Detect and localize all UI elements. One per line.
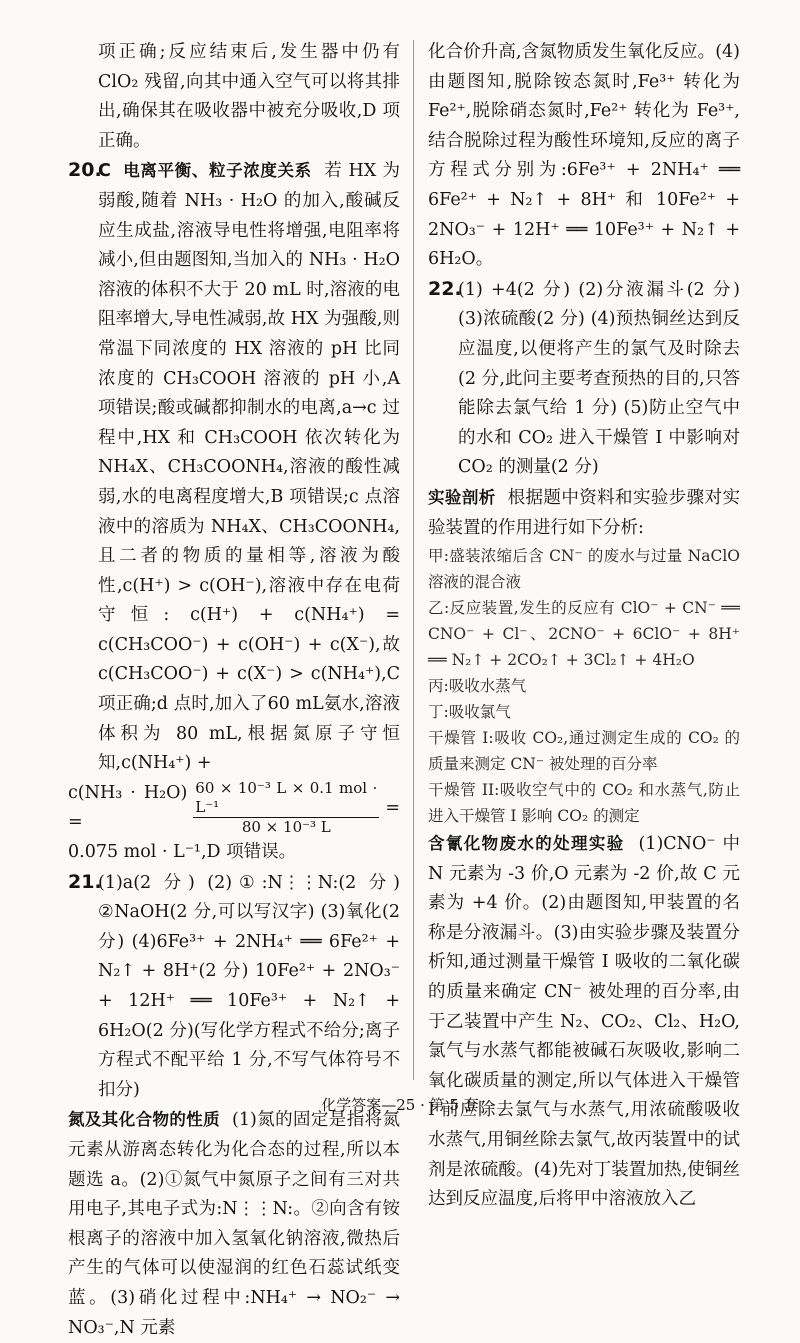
experiment-analysis-intro-text: 根据题中资料和实验步骤对实验装置的作用进行如下分析: xyxy=(428,487,740,538)
q21-block xyxy=(68,868,400,1106)
q20-fraction-line xyxy=(68,779,400,838)
q22-analysis-tag: 含氰化物废水的处理实验 xyxy=(428,834,625,854)
q21-continuation: 化合价升高,含氮物质发生氧化反应。(4)由题图知,脱除铵态氮时,Fe³⁺ 转化为 Fe²⁺,脱除硝态氮时,Fe²⁺ 转化为 Fe³⁺,结合脱除过程为酸性环境知,反应的离子方程式分别为:6Fe³⁺ + 2NH₄⁺ ══ 6Fe²⁺ + N₂↑ + 8H⁺ 和 10Fe²⁺ + 2NO₃⁻ + 12H⁺ ══ 10Fe³⁺ + N₂↑ + 6H₂O。 xyxy=(428,42,740,270)
apparatus-item: 干燥管 I:吸收 CO₂,通过测定生成的 CO₂ 的质量来测定 CN⁻ 被处理的百分率 xyxy=(428,729,740,774)
q20-result: 0.075 mol · L⁻¹,D 项错误。 xyxy=(68,842,297,863)
q20-fraction-lhs: c(NH₃ · H₂O) = xyxy=(68,782,188,833)
q20-block xyxy=(68,156,400,778)
q21-analysis xyxy=(68,1105,400,1343)
q21-analysis-tag: 氮及其化合物的性质 xyxy=(68,1110,221,1130)
q22-answer-key: (1) +4(2 分) (2)分液漏斗(2 分) (3)浓硫酸(2 分) (4)预热铜丝达到反应温度,以便将产生的氯气及时除去(2 分,此问主要考查预热的目的,只答能除去氯气给 1 分) (5)防止空气中的水和 CO₂ 进入干燥管 I 中影响对 CO₂ 的测量(2 分) xyxy=(458,279,740,478)
q20-explanation: 若 HX 为弱酸,随着 NH₃ · H₂O 的加入,酸碱反应生成盐,溶液导电性将增强,电阻率将减小,但由题图知,当加入的 NH₃ · H₂O 溶液的体积不大于 20 mL 时,溶液的电阻率增大,导电性减弱,故 HX 为强酸,则常温下同浓度的 HX 溶液的 pH 比同浓度的 CH₃COOH 溶液的 pH 小,A 项错误;酸或碱都抑制水的电离,a→c 过程中,HX 和 CH₃COOH 依次转化为 NH₄X、CH₃COONH₄,溶液的酸性减弱,水的电离程度增大,B 项错误;c 点溶液中的溶质为 NH₄X、CH₃COONH₄,且二者的物质的量相等,溶液为酸性,c(H⁺) > c(OH⁻),溶液中存在电荷守恒: c(H⁺) + c(NH₄⁺) = c(CH₃COO⁻) + c(OH⁻) + c(X⁻),故 c(CH₃COO⁻) + c(X⁻) > c(NH₄⁺),C 项正确;d 点时,加入了60 mL氨水,溶液体积为 80 mL,根据氮原子守恒知,c(NH₄⁺) + xyxy=(98,161,400,774)
q22-block xyxy=(428,275,740,483)
q20-fraction xyxy=(193,779,379,837)
q22-analysis xyxy=(428,829,740,1215)
q21-analysis-text: (1)氮的固定是指将氮元素从游离态转化为化合态的过程,所以本题选 a。(2)①氮气中氮原子之间有三对共用电子,其电子式为:N⋮⋮N:。②向含有铵根离子的溶液中加入氢氧化钠溶液,微热后产生的气体可以使湿润的红色石蕊试纸变蓝。(3)硝化过程中:NH₄⁺ → NO₂⁻ → NO₃⁻,N 元素 xyxy=(68,1110,400,1338)
apparatus-item: 丁:吸收氯气 xyxy=(428,703,511,722)
apparatus-item: 乙:反应装置,发生的反应有 ClO⁻ + CN⁻ ══ CNO⁻ + Cl⁻、2CNO⁻ + 6ClO⁻ + 8H⁺ ══ N₂↑ + 2CO₂↑ + 3Cl₂↑ + 4H₂O xyxy=(428,599,740,670)
apparatus-item: 甲:盛装浓缩后含 CN⁻ 的废水与过量 NaClO 溶液的混合液 xyxy=(428,547,740,592)
q22-number: 22. xyxy=(428,277,462,300)
q20-fraction-numerator: 60 × 10⁻³ L × 0.1 mol · L⁻¹ xyxy=(195,779,378,817)
column-divider xyxy=(413,40,414,1080)
q22-analysis-text: (1)CNO⁻ 中 N 元素为 -3 价,O 元素为 -2 价,故 C 元素为 +4 价。(2)由题图知,甲装置的名称是分液漏斗。(3)由实验步骤及装置分析知,通过测量干燥管 I 吸收的二氧化碳的质量来确定 CN⁻ 被处理的百分率,由于乙装置中产生 N₂、CO₂、Cl₂、H₂O,氯气与水蒸气都能被碱石灰吸收,影响二氧化碳质量的测定,所以气体进入干燥管 I 前应除去氯气与水蒸气,用浓硫酸吸收水蒸气,用铜丝除去氯气,故丙装置中的试剂是浓硫酸。(4)先对丁装置加热,使铜丝达到反应温度,后将甲中溶液放入乙 xyxy=(428,834,740,1210)
page-footer: 化学答案—25 · 第 5 套 xyxy=(321,1096,479,1114)
right-column xyxy=(428,38,740,1215)
apparatus-list xyxy=(428,543,740,829)
apparatus-item: 干燥管 II:吸收空气中的 CO₂ 和水蒸气,防止进入干燥管 I 影响 CO₂ 的测定 xyxy=(428,781,740,826)
q20-topic-tag: 电离平衡、粒子浓度关系 xyxy=(123,161,312,181)
q20-fraction-denominator: 80 × 10⁻³ L xyxy=(241,818,331,837)
left-column xyxy=(68,38,400,1343)
q20-answer: C xyxy=(98,161,111,182)
experiment-analysis-tag: 实验剖析 xyxy=(428,487,496,507)
q20-number: 20. xyxy=(68,159,102,182)
experiment-analysis-intro xyxy=(428,483,740,543)
apparatus-item: 丙:吸收水蒸气 xyxy=(428,677,527,696)
q21-answer-key: (1)a(2 分) (2)①:N⋮⋮N:(2 分) ②NaOH(2 分,可以写汉字) (3)氧化(2 分) (4)6Fe³⁺ + 2NH₄⁺ ══ 6Fe²⁺ + N₂↑ + 8H⁺(2 分) 10Fe²⁺ + 2NO₃⁻ + 12H⁺ ══ 10Fe³⁺ + N₂↑ + 6H₂O(2 分)(写化学方程式不给分;离子方程式不配平给 1 分,不写气体符号不扣分) xyxy=(98,872,400,1100)
q21-number: 21. xyxy=(68,870,102,893)
q19-continuation: 项正确;反应结束后,发生器中仍有 ClO₂ 残留,向其中通入空气可以将其排出,确保其在吸收器中被充分吸收,D 项正确。 xyxy=(98,42,400,151)
q20-fraction-rhs: = xyxy=(385,797,400,818)
